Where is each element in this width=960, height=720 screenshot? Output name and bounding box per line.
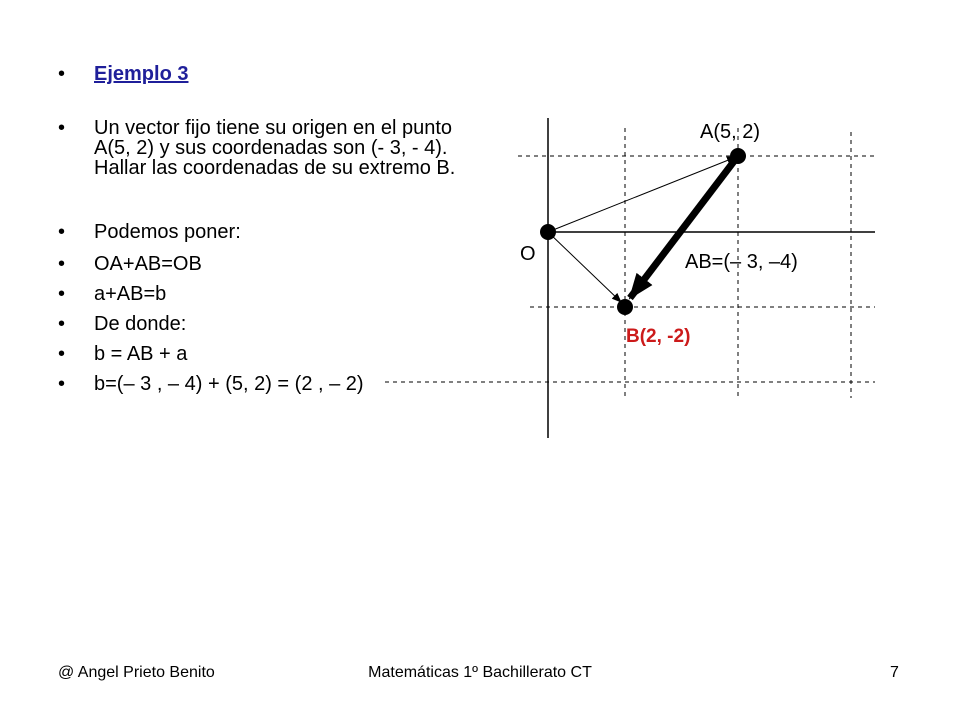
step-text: Podemos poner: bbox=[94, 221, 241, 243]
footer-course: Matemáticas 1º Bachillerato CT bbox=[368, 664, 592, 681]
bullet-icon: • bbox=[58, 373, 66, 395]
step-text: De donde: bbox=[94, 313, 187, 335]
bullet-icon: • bbox=[58, 221, 66, 243]
step-text: b = AB + a bbox=[94, 343, 188, 365]
point-b bbox=[617, 299, 633, 315]
slide-title[interactable]: Ejemplo 3 bbox=[94, 63, 189, 85]
step-text: a+AB=b bbox=[94, 283, 167, 305]
bullet-icon: • bbox=[58, 313, 66, 335]
label-b: B(2, -2) bbox=[626, 326, 691, 347]
bullet-icon: • bbox=[58, 63, 66, 85]
bullet-icon: • bbox=[58, 253, 66, 275]
step-text: OA+AB=OB bbox=[94, 253, 202, 275]
bullet-icon: • bbox=[58, 117, 66, 139]
label-o: O bbox=[520, 243, 536, 265]
footer-page-number: 7 bbox=[890, 664, 899, 681]
bullet-icon: • bbox=[58, 283, 66, 305]
dashed-grid bbox=[385, 128, 875, 398]
label-a: A(5, 2) bbox=[700, 121, 761, 143]
label-ab: AB=(– 3, –4) bbox=[685, 251, 798, 273]
problem-statement: Un vector fijo tiene su origen en el punto A(5, 2) y sus coordenadas son (- 3, - 4). Hallar las coordenadas de su extremo B. bbox=[94, 117, 456, 179]
footer-author: @ Angel Prieto Benito bbox=[58, 664, 215, 681]
vector-ob bbox=[548, 232, 621, 302]
point-o bbox=[540, 224, 556, 240]
step-text: b=(– 3 , – 4) + (5, 2) = (2 , – 2) bbox=[94, 373, 364, 395]
bullet-icon: • bbox=[58, 343, 66, 365]
point-a bbox=[730, 148, 746, 164]
